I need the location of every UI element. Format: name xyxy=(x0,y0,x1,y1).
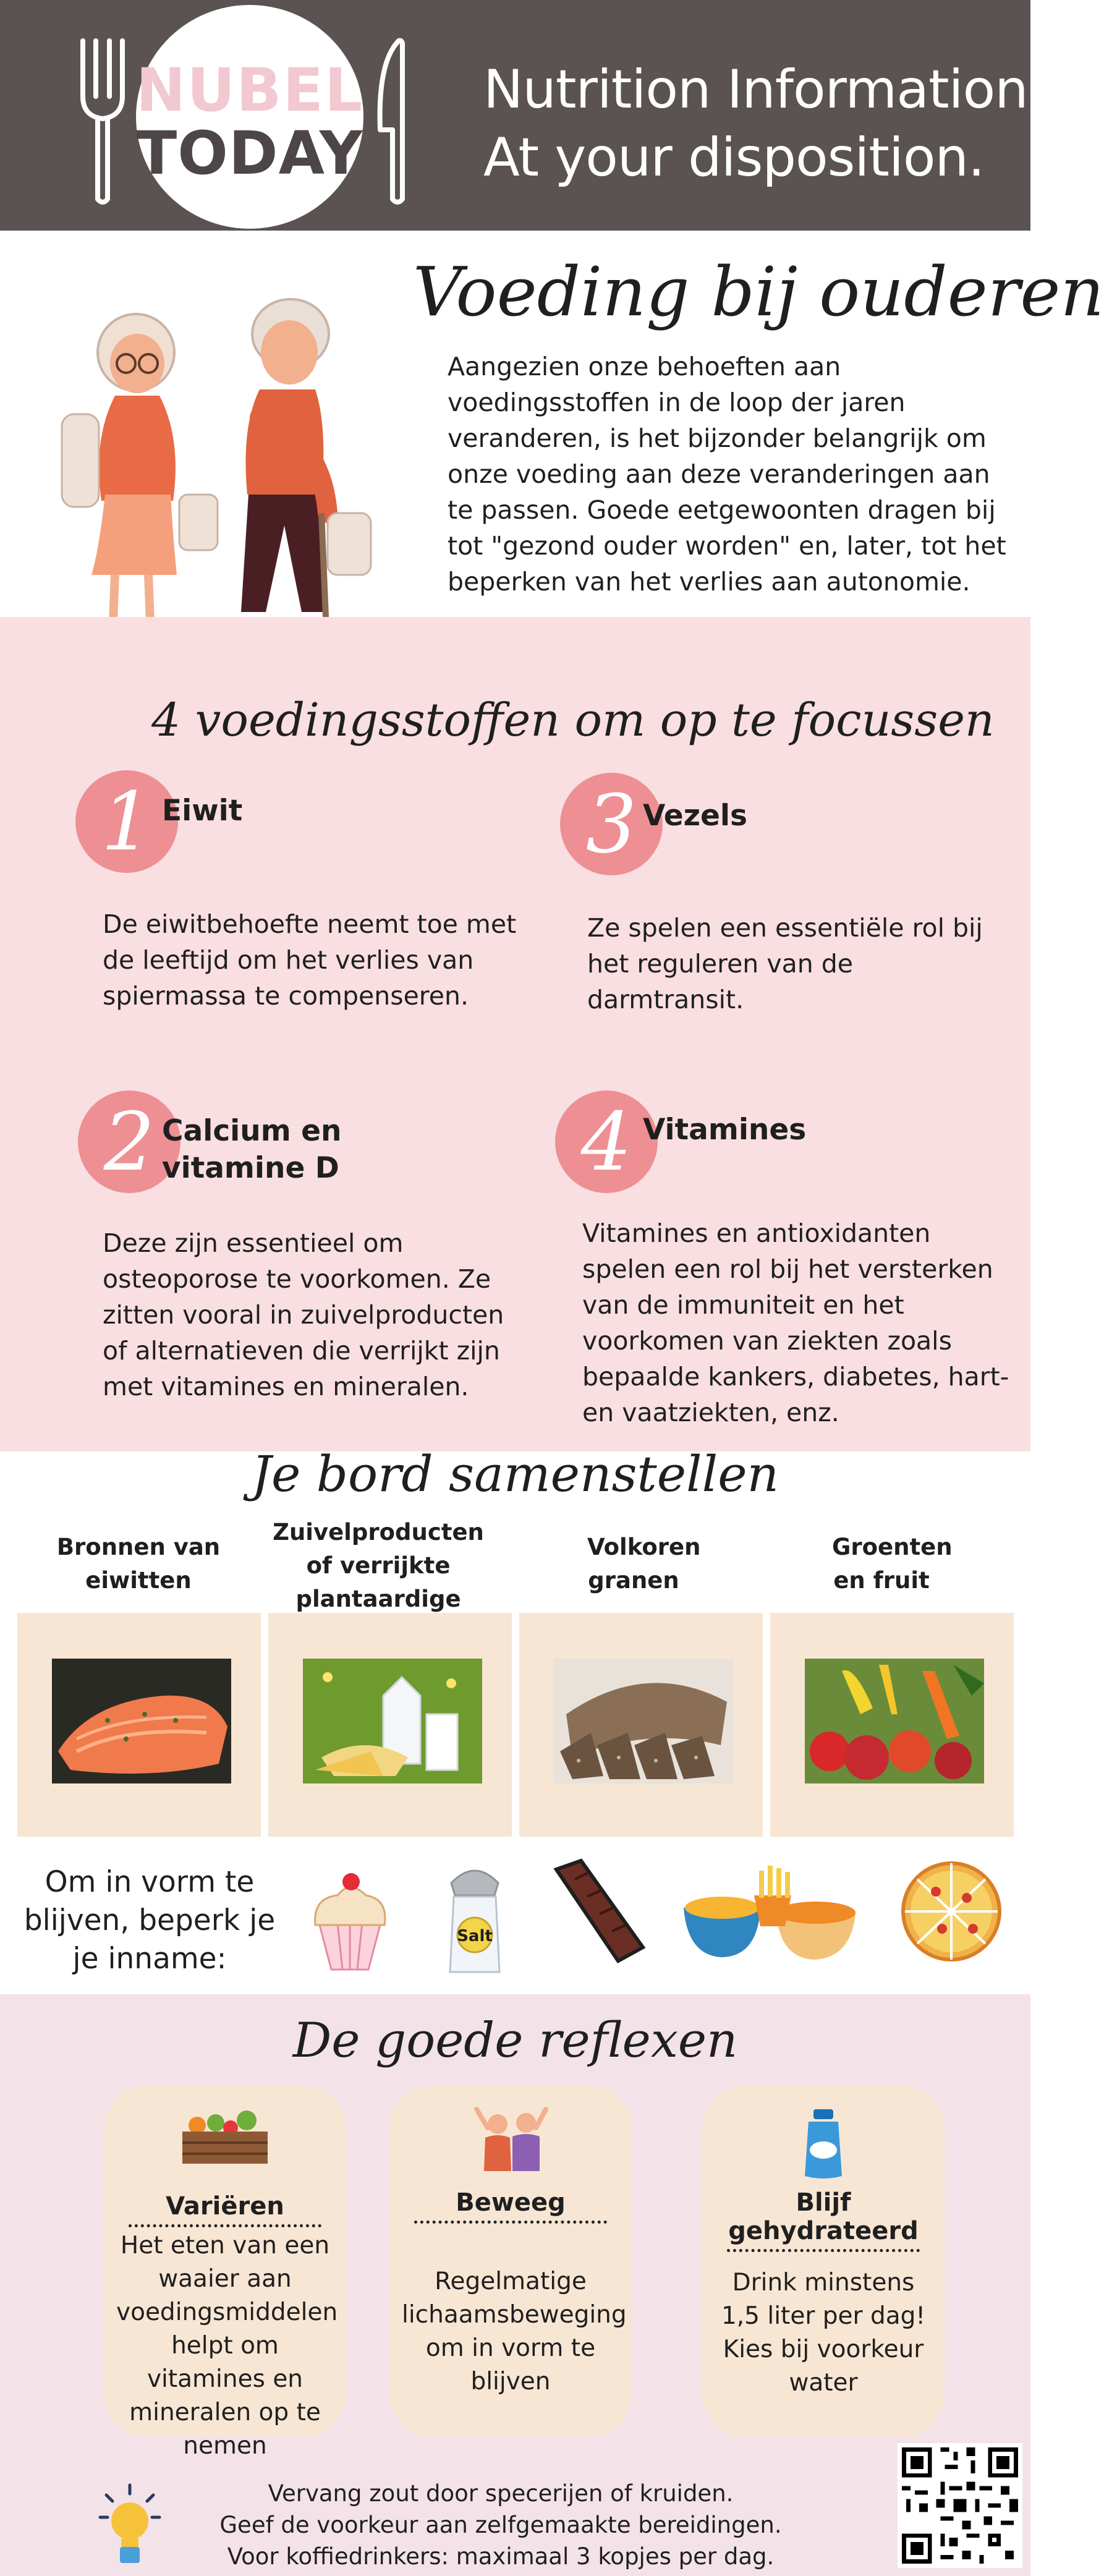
reflexes-title: De goede reflexen xyxy=(292,2013,738,2068)
category-label-produce: Groenten en fruit xyxy=(832,1534,953,1594)
water-bottle-icon xyxy=(799,2107,848,2181)
intro-text: Aangezien onze behoeften aan voedingsstoffen in de loop der jaren veranderen, is het bijzonder belangrijk om onze voeding aan deze veranderingen aan te passen. Goede eetgewoonten dragen bij tot "gezond ouder worden" en, later, tot het beperken van het verlies aan autonomie. xyxy=(448,352,1006,597)
nutrient-title-vezels: Vezels xyxy=(643,799,747,833)
nutrient-text-eiwit: De eiwitbehoefte neemt toe met de leeftijd om het verlies van spiermassa te compenseren. xyxy=(103,909,517,1011)
nutrient-title-eiwit: Eiwit xyxy=(162,794,243,828)
nutrients-title: 4 voedingsstoffen om op te focussen xyxy=(151,694,995,747)
number-badge-2: 2 xyxy=(78,1090,180,1193)
logo-line2: TODAY xyxy=(136,119,363,188)
qr-code[interactable] xyxy=(898,2443,1022,2568)
number-badge-1: 1 xyxy=(75,770,178,873)
category-label-grains: Volkoren granen xyxy=(587,1534,701,1594)
nutrient-text-vezels: Ze spelen een essentiële rol bij het reguleren van de darmtransit. xyxy=(587,913,983,1014)
elderly-couple-illustration xyxy=(56,291,377,668)
header-banner xyxy=(0,0,1045,231)
category-card-grains xyxy=(519,1613,763,1837)
reflex-card-beweeg xyxy=(389,2086,632,2437)
category-card-protein xyxy=(17,1613,261,1837)
tip-line-2: Geef de voorkeur aan zelfgemaakte bereidingen. xyxy=(219,2512,782,2538)
nutrient-title-vitamines: Vitamines xyxy=(643,1113,807,1147)
reflex-text-beweeg: Regelmatige lichaamsbeweging om in vorm te blijven xyxy=(402,2268,627,2395)
intro-title: Voeding bij ouderen xyxy=(413,252,1104,331)
reflex-card-hydratatie xyxy=(702,2086,945,2437)
pizza-icon xyxy=(899,1861,1004,1962)
tips-block xyxy=(210,2478,791,2572)
fork-icon xyxy=(79,37,126,208)
tagline-line2: At your disposition. xyxy=(483,127,985,189)
salt-shaker-icon xyxy=(439,1858,511,1976)
vegetables-photo xyxy=(805,1659,984,1783)
logo xyxy=(136,5,363,229)
limit-intake-text: Om in vorm te blijven, beperk je je inname: xyxy=(23,1865,276,1976)
category-card-dairy xyxy=(268,1613,512,1837)
salmon-photo xyxy=(52,1659,231,1783)
reflex-card-varieren xyxy=(104,2086,346,2460)
bread-photo xyxy=(554,1659,733,1783)
active-seniors-icon xyxy=(470,2103,551,2172)
nutrient-title-calcium: Calcium en vitamine D xyxy=(162,1114,342,1185)
header-tagline xyxy=(483,56,1045,192)
tip-line-1: Vervang zout door specerijen of kruiden. xyxy=(268,2480,734,2507)
salt-label: Salt xyxy=(457,1927,493,1945)
reflex-title-varieren: Variëren xyxy=(129,2192,321,2227)
nutrient-text-vitamines: Vitamines en antioxidanten spelen een rol bij het versterken van de immuniteit en het voorkomen van ziekten zoals bepaalde kankers, diabetes, hart- en vaatziekten, enz. xyxy=(582,1218,1009,1427)
tagline-line1: Nutrition Information. xyxy=(483,59,1045,121)
nutrient-text-calcium: Deze zijn essentieel om osteoporose te voorkomen. Ze zitten vooral in zuivelproducten of alternatieven die verrijkt zijn met vitamines en mineralen. xyxy=(103,1228,504,1401)
reflex-text-hydratatie: Drink minstens 1,5 liter per dag! Kies bij voorkeur water xyxy=(721,2269,926,2397)
number-badge-3: 3 xyxy=(560,773,663,875)
logo-line1: NUBEL xyxy=(136,56,364,125)
knife-icon xyxy=(374,37,417,208)
number-badge-4: 4 xyxy=(555,1090,658,1193)
produce-crate-icon xyxy=(179,2107,271,2169)
snacks-icon xyxy=(680,1858,859,1963)
lightbulb-icon xyxy=(98,2483,162,2569)
reflex-text-varieren: Het eten van een waaier aan voedingsmiddelen helpt om vitamines en mineralen op te nemen xyxy=(116,2232,338,2460)
tip-line-3: Voor koffiedrinkers: maximaal 3 kopjes per dag. xyxy=(227,2543,775,2570)
category-card-produce xyxy=(770,1613,1014,1837)
chocolate-bar-icon xyxy=(544,1855,649,1966)
reflex-title-hydratatie: Blijf gehydrateerd xyxy=(727,2188,920,2252)
plate-title: Je bord samenstellen xyxy=(251,1445,779,1503)
cupcake-icon xyxy=(307,1861,393,1972)
category-label-dairy: Zuivelproducten of verrijkte plantaardige xyxy=(273,1519,484,1612)
dairy-photo xyxy=(303,1659,482,1783)
category-label-protein: Bronnen van eiwitten xyxy=(56,1534,221,1594)
reflex-title-beweeg: Beweeg xyxy=(414,2188,607,2224)
